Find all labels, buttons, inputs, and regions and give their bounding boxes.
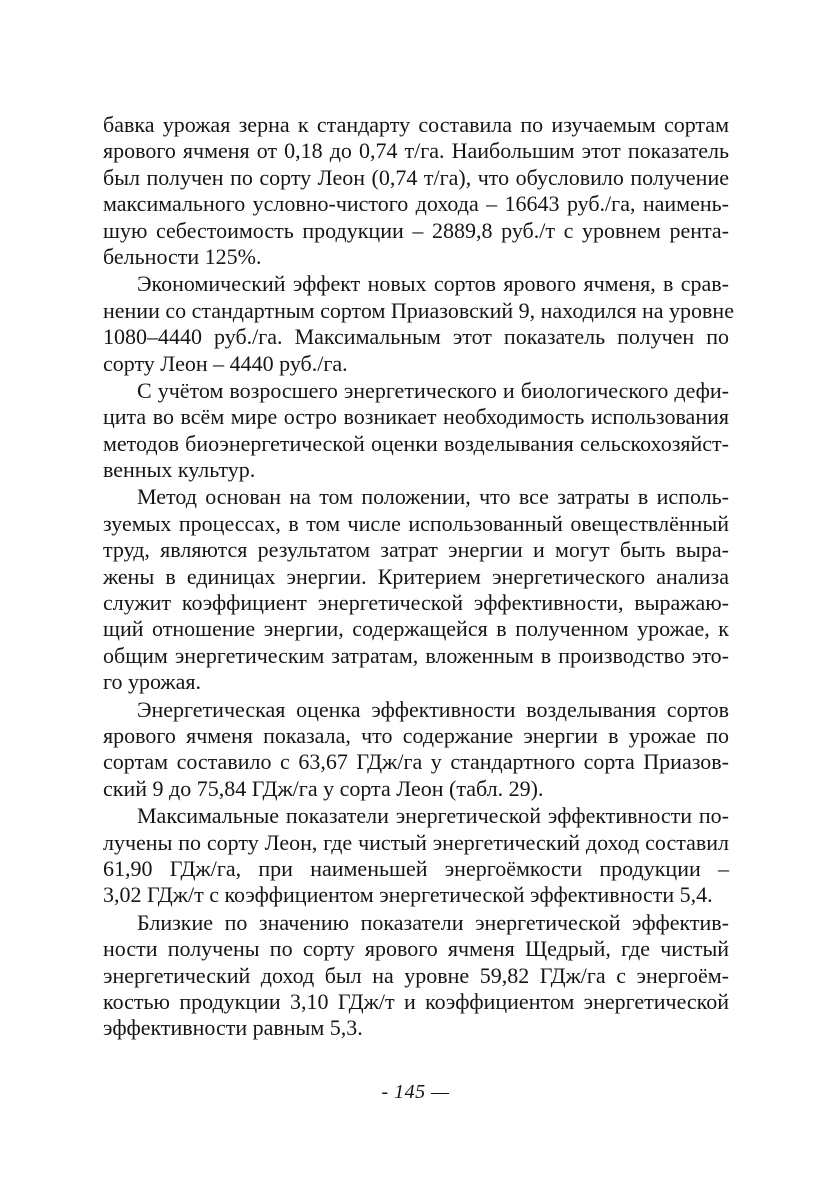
text-line: эффективности равным 5,3.	[103, 1015, 363, 1041]
text-line: Экономический эффект новых сортов ярового ячменя, в срав-	[137, 271, 729, 297]
paragraph-1	[103, 112, 729, 270]
page-body	[103, 112, 734, 1042]
text-line: бельности 125%.	[103, 243, 262, 269]
text-line: методов биоэнергетической оценки возделывания сельскохозяйст-	[103, 430, 729, 456]
text-line: служит коэффициент энергетической эффективности, выражаю-	[103, 590, 729, 616]
text-line: лучены по сорту Леон, где чистый энергетический доход составил	[103, 829, 729, 855]
text-line: жены в единицах энергии. Критерием энергетического анализа	[103, 563, 729, 589]
paragraph-4	[103, 484, 729, 695]
text-line: труд, являются результатом затрат энергии и могут быть выра-	[103, 537, 729, 563]
text-line: Близкие по значению показатели энергетической эффектив-	[137, 909, 729, 935]
text-line: зуемых процессах, в том числе использованный овеществлённый	[103, 510, 729, 536]
text-line: Максимальные показатели энергетической эффективности по-	[137, 803, 729, 829]
paragraph-2	[103, 271, 734, 377]
paragraph-3	[103, 378, 729, 484]
text-line: ский 9 до 75,84 ГДж/га у сорта Леон (табл. 29).	[103, 775, 544, 801]
text-line: сорту Леон – 4440 руб./га.	[103, 350, 348, 376]
text-line: 3,02 ГДж/т с коэффициентом энергетической эффективности 5,4.	[103, 882, 713, 908]
text-line: бавка урожая зерна к стандарту составила по изучаемым сортам	[103, 112, 729, 137]
paragraph-6	[103, 803, 729, 909]
text-line: 61,90 ГДж/га, при наименьшей энергоёмкости продукции –	[103, 855, 729, 881]
text-line: Энергетическая оценка эффективности возделывания сортов	[137, 696, 729, 722]
text-line: был получен по сорту Леон (0,74 т/га), что обусловило получение	[103, 164, 729, 190]
paragraph-7	[103, 910, 729, 1042]
text-line: шую себестоимость продукции – 2889,8 руб./т с уровнем рента-	[103, 217, 729, 243]
text-line: энергетический доход был на уровне 59,82 ГДж/га с энергоём-	[103, 962, 729, 988]
text-line: щий отношение энергии, содержащейся в полученном урожае, к	[103, 616, 729, 642]
text-line: ярового ячменя от 0,18 до 0,74 т/га. Наибольшим этот показатель	[103, 138, 729, 164]
page-number: - 145 —	[381, 1081, 450, 1103]
text-line: Метод основан на том положении, что все затраты в исполь-	[137, 484, 729, 510]
text-line: 1080–4440 руб./га. Максимальным этот показатель получен по	[103, 324, 729, 350]
text-line: общим энергетическим затратам, вложенным в производство это-	[103, 642, 729, 668]
paragraph-5	[103, 697, 729, 803]
text-line: С учётом возросшего энергетического и биологического дефи-	[137, 377, 729, 403]
text-line: го урожая.	[103, 669, 202, 695]
text-line: венных культур.	[103, 457, 256, 483]
text-line: цита во всём мире остро возникает необходимость использования	[103, 404, 729, 430]
text-line: сортам составило с 63,67 ГДж/га у стандартного сорта Приазов-	[103, 749, 729, 775]
text-line: ности получены по сорту ярового ячменя Щедрый, где чистый	[103, 936, 729, 962]
text-line: максимального условно-чистого дохода – 16643 руб./га, наимень-	[103, 191, 729, 217]
text-line: костью продукции 3,10 ГДж/т и коэффициентом энергетической	[103, 988, 729, 1014]
text-line: нении со стандартным сортом Приазовский 9, находился на уровне	[103, 297, 734, 323]
text-line: ярового ячменя показала, что содержание энергии в урожае по	[103, 722, 729, 748]
